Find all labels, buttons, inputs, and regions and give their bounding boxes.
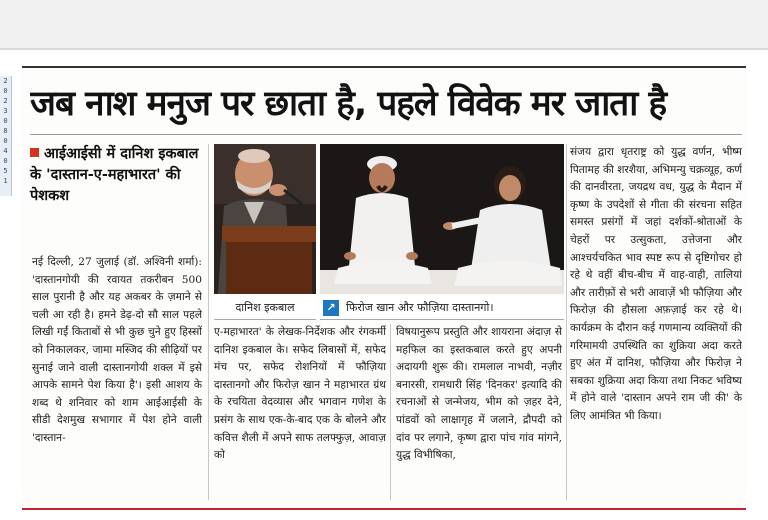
margin-digit: 0 [3,157,8,165]
subheading [30,144,210,207]
column-divider-3 [566,144,567,500]
photo-performers-illustration [320,144,564,294]
article-column-1 [32,254,202,500]
article-column-1-text: नई दिल्ली, 27 जुलाई (डॉ. अश्विनी शर्मा): 'दास्तानगोयी की रवायत तकरीबन 500 साल पुरानी है और यह अकबर के ज़माने से चली आ रही है। हमने डेढ़-दो सौ साल पहले लिखी गईं किताबों से भी कुछ चुने हुए हिस्सों को निकालकर, जामा मस्जिद की सीढ़ियों पर सुनाई जाने वाली दास्तानगोयी शक्ल में इसे आपके सामने पेश किया है'। इसी आशय के शब्द थे शनिवार को शाम आईआईसी के सीडी देशमुख सभागार में पेश होने वाली 'दास्तान- [32,256,202,444]
article-column-3-text: विषयानुरूप प्रस्तुति और शायराना अंदाज़ से महफिल का इस्तकबाल करते हुए अपनी अदायगी शुरू की। रामलाल नाभवी, नज़ीर बनारसी, रामधारी सिंह 'दिनकर' इत्यादि की रचनाओं से जन्मेजय, भीम को ज़हर देने, पांडवों को लाक्षागृह में जलाने, द्रौपदी को दांव पर लगाने, कृष्ण द्वारा पांच गांव मांगने, युद्ध विभीषिका, [396,326,562,462]
column-divider-2 [390,324,391,500]
top-band [0,0,768,50]
photo-speaker-illustration [214,144,316,294]
article-column-2-text: ए-महाभारत' के लेखक-निर्देशक और रंगकर्मी दानिश इकबाल के। सफेद लिबासों में, सफेद मंच पर, सफेद रोशनियों में फौज़िया दास्तानगो और फिरोज़ खान ने महाभारत ग्रंथ के रचयिता वेदव्यास और भगवान गणेश के प्रसंग के साथ एक-के-बाद एक के बोलने और कवित्त शैली में अपने साफ तलफ्फुज़, आवाज़ को [214,326,386,462]
red-square-bullet-icon [30,148,39,157]
photo-performers [320,144,564,294]
clipping-bottom-rule [22,508,746,510]
margin-digit: 2 [3,97,8,105]
photo-caption-2 [320,296,564,320]
clipping-top-rule [22,66,746,68]
subheading-text: आईआईसी में दानिश इकबाल के 'दास्तान-ए-महाभारत' की पेशकश [30,146,199,204]
margin-digit: 5 [3,167,8,175]
top-band-rule [0,48,768,50]
margin-digit: 0 [3,117,8,125]
arrow-up-right-icon: ↗ [323,300,339,316]
column-divider-1 [208,144,209,500]
article-column-2 [214,324,386,500]
headline: जब नाश मनुज पर छाता है, पहले विवेक मर जाता है [30,84,667,124]
headline-rule [30,134,742,135]
margin-digit: 3 [3,107,8,115]
article-column-4-text: संजय द्वारा धृतराष्ट्र को युद्ध वर्णन, भीष्म पितामह की शरशैया, अभिमन्यु चक्रव्यूह, कर्ण की दानवीरता, जयद्रथ वध, युद्ध के मैदान में कृष्ण के उपदेशों से गीता की संरचना सहित समस्त प्रसंगों में जहां दर्शकों-श्रोताओं के चेहरों पर उत्सुकता, उत्तेजना और आश्चर्यचकित भाव स्पष्ट रूप से दृष्टिगोचर हो रहे थे वहीं बीच-बीच में वाह-वाही, तालियां और तारीफ़ों से भरी आवाज़ें भी फौज़िया और फिरोज़ की हौसला अफ़ज़ाई कर रहे थे। कार्यक्रम के दौरान कई गणमान्य व्यक्तियों की गरिमामयी उपस्थिति का शुक्रिया अदा करते हुए अंत में दानिश, फौज़िया और फिरोज़ ने सबका शुक्रिया अदा किया तथा निकट भविष्य में होने वाले 'दास्तान अपने राम जी की' के लिए आमंत्रित भी किया। [570,146,742,422]
photo-caption-1: दानिश इकबाल [214,296,316,320]
margin-digit: 2 [3,77,8,85]
article-column-4 [570,144,742,500]
margin-digit: 4 [3,147,8,155]
margin-digit: 8 [3,127,8,135]
margin-digit: 0 [3,87,8,95]
photo-caption-2-text: फिरोज खान और फौज़िया दास्तानगो। [346,301,494,314]
photo-danish-iqbal [214,144,316,294]
article-column-3 [396,324,562,500]
margin-digit: 0 [3,137,8,145]
margin-digit: 1 [3,177,8,185]
margin-date-strip [0,76,12,196]
